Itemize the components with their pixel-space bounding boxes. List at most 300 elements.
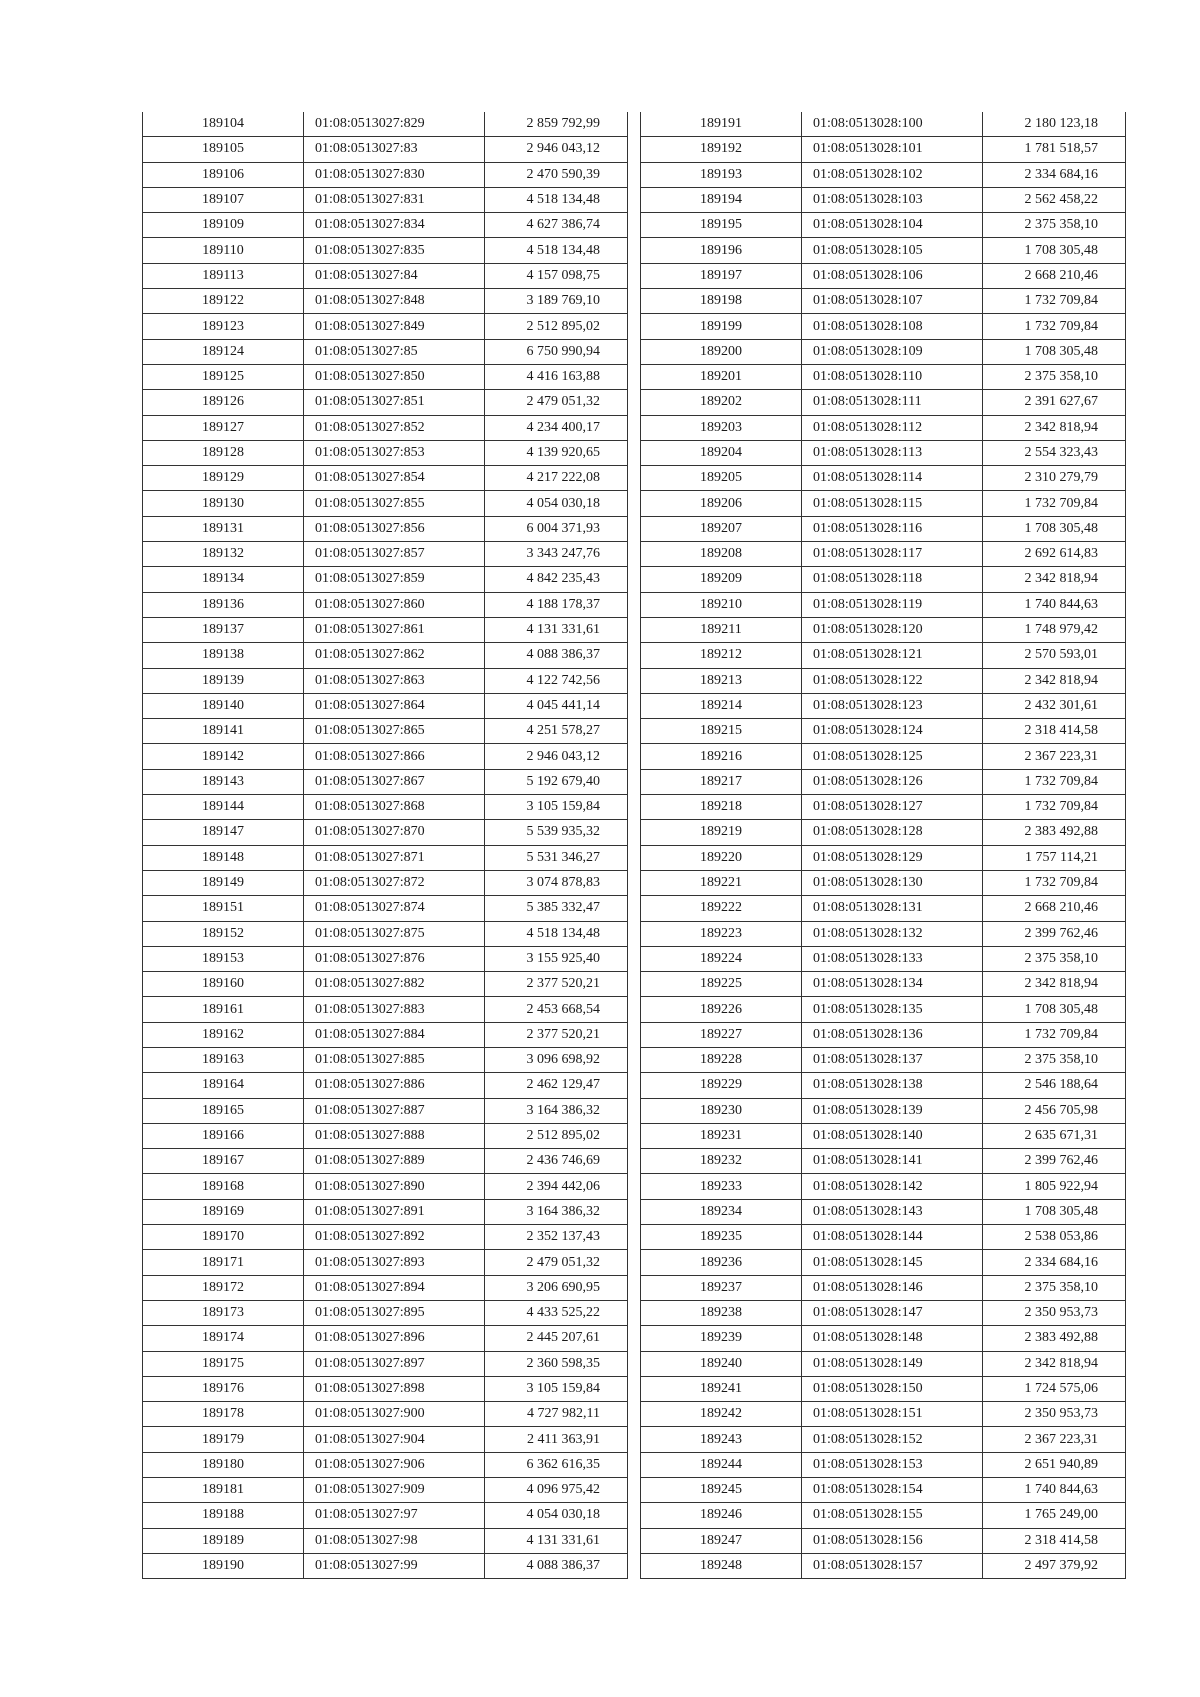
- table-row: [641, 542, 1126, 567]
- object-id-cell: 189199: [641, 314, 802, 339]
- table-row: [641, 592, 1126, 617]
- cadastral-number-cell: 01:08:0513028:129: [802, 845, 983, 870]
- table-row: [143, 289, 628, 314]
- table-row: [143, 617, 628, 642]
- table-row: [143, 693, 628, 718]
- table-row: [641, 1503, 1126, 1528]
- cadastral-number-cell: 01:08:0513028:103: [802, 187, 983, 212]
- object-id-cell: 189139: [143, 668, 304, 693]
- cadastral-number-cell: 01:08:0513027:868: [304, 795, 485, 820]
- cadastral-number-cell: 01:08:0513028:116: [802, 516, 983, 541]
- cadastral-value-cell: 1 708 305,48: [983, 1199, 1126, 1224]
- cadastral-value-cell: 4 416 163,88: [485, 364, 628, 389]
- table-row: [143, 1174, 628, 1199]
- cadastral-number-cell: 01:08:0513027:852: [304, 415, 485, 440]
- cadastral-number-cell: 01:08:0513027:904: [304, 1427, 485, 1452]
- table-row: [641, 1452, 1126, 1477]
- cadastral-number-cell: 01:08:0513027:854: [304, 466, 485, 491]
- cadastral-value-cell: 2 377 520,21: [485, 1022, 628, 1047]
- cadastral-value-cell: 4 054 030,18: [485, 1503, 628, 1528]
- object-id-cell: 189247: [641, 1528, 802, 1553]
- cadastral-value-cell: 1 708 305,48: [983, 238, 1126, 263]
- cadastral-value-cell: 5 385 332,47: [485, 896, 628, 921]
- table-row: [143, 187, 628, 212]
- cadastral-value-cell: 4 188 178,37: [485, 592, 628, 617]
- object-id-cell: 189211: [641, 617, 802, 642]
- cadastral-value-cell: 2 375 358,10: [983, 364, 1126, 389]
- table-row: [641, 744, 1126, 769]
- object-id-cell: 189166: [143, 1123, 304, 1148]
- cadastral-number-cell: 01:08:0513027:867: [304, 769, 485, 794]
- table-row: [143, 238, 628, 263]
- object-id-cell: 189207: [641, 516, 802, 541]
- cadastral-number-cell: 01:08:0513027:898: [304, 1376, 485, 1401]
- table-row: [641, 1174, 1126, 1199]
- cadastral-value-cell: 1 724 575,06: [983, 1376, 1126, 1401]
- cadastral-value-cell: 4 433 525,22: [485, 1300, 628, 1325]
- table-row: [143, 263, 628, 288]
- table-row: [143, 896, 628, 921]
- cadastral-value-cell: 4 627 386,74: [485, 213, 628, 238]
- table-row: [641, 617, 1126, 642]
- object-id-cell: 189219: [641, 820, 802, 845]
- cadastral-number-cell: 01:08:0513027:99: [304, 1553, 485, 1578]
- table-row: [641, 1553, 1126, 1578]
- cadastral-number-cell: 01:08:0513027:860: [304, 592, 485, 617]
- object-id-cell: 189163: [143, 1047, 304, 1072]
- object-id-cell: 189195: [641, 213, 802, 238]
- cadastral-number-cell: 01:08:0513027:830: [304, 162, 485, 187]
- cadastral-number-cell: 01:08:0513028:150: [802, 1376, 983, 1401]
- cadastral-value-cell: 4 727 982,11: [485, 1402, 628, 1427]
- cadastral-value-cell: 3 189 769,10: [485, 289, 628, 314]
- cadastral-value-cell: 1 732 709,84: [983, 795, 1126, 820]
- object-id-cell: 189215: [641, 719, 802, 744]
- cadastral-value-cell: 2 692 614,83: [983, 542, 1126, 567]
- object-id-cell: 189206: [641, 491, 802, 516]
- table-row: [641, 795, 1126, 820]
- object-id-cell: 189189: [143, 1528, 304, 1553]
- table-row: [143, 314, 628, 339]
- cadastral-value-cell: 2 367 223,31: [983, 1427, 1126, 1452]
- table-row: [143, 390, 628, 415]
- cadastral-value-cell: 2 445 207,61: [485, 1326, 628, 1351]
- cadastral-number-cell: 01:08:0513027:885: [304, 1047, 485, 1072]
- cadastral-number-cell: 01:08:0513028:124: [802, 719, 983, 744]
- cadastral-value-cell: 1 708 305,48: [983, 339, 1126, 364]
- cadastral-value-cell: 4 131 331,61: [485, 617, 628, 642]
- cadastral-number-cell: 01:08:0513027:855: [304, 491, 485, 516]
- cadastral-value-cell: 1 732 709,84: [983, 769, 1126, 794]
- object-id-cell: 189239: [641, 1326, 802, 1351]
- table-row: [641, 137, 1126, 162]
- cadastral-number-cell: 01:08:0513028:141: [802, 1149, 983, 1174]
- cadastral-value-cell: 4 518 134,48: [485, 238, 628, 263]
- cadastral-value-cell: 2 453 668,54: [485, 997, 628, 1022]
- cadastral-value-cell: 2 946 043,12: [485, 744, 628, 769]
- cadastral-number-cell: 01:08:0513028:111: [802, 390, 983, 415]
- table-row: [641, 567, 1126, 592]
- cadastral-value-cell: 2 554 323,43: [983, 440, 1126, 465]
- cadastral-value-cell: 1 708 305,48: [983, 516, 1126, 541]
- cadastral-number-cell: 01:08:0513028:127: [802, 795, 983, 820]
- cadastral-number-cell: 01:08:0513027:85: [304, 339, 485, 364]
- object-id-cell: 189175: [143, 1351, 304, 1376]
- cadastral-value-cell: 2 512 895,02: [485, 1123, 628, 1148]
- cadastral-number-cell: 01:08:0513028:143: [802, 1199, 983, 1224]
- object-id-cell: 189107: [143, 187, 304, 212]
- table-row: [143, 1047, 628, 1072]
- object-id-cell: 189197: [641, 263, 802, 288]
- cadastral-value-cell: 2 342 818,94: [983, 668, 1126, 693]
- table-row: [641, 314, 1126, 339]
- table-row: [641, 1225, 1126, 1250]
- table-row: [143, 364, 628, 389]
- cadastral-value-cell: 1 748 979,42: [983, 617, 1126, 642]
- object-id-cell: 189126: [143, 390, 304, 415]
- cadastral-value-cell: 5 539 935,32: [485, 820, 628, 845]
- cadastral-value-cell: 6 004 371,93: [485, 516, 628, 541]
- table-row: [641, 668, 1126, 693]
- cadastral-number-cell: 01:08:0513028:137: [802, 1047, 983, 1072]
- object-id-cell: 189244: [641, 1452, 802, 1477]
- cadastral-value-cell: 4 518 134,48: [485, 921, 628, 946]
- table-row: [143, 1351, 628, 1376]
- cadastral-number-cell: 01:08:0513028:154: [802, 1478, 983, 1503]
- cadastral-value-cell: 3 096 698,92: [485, 1047, 628, 1072]
- cadastral-value-cell: 2 462 129,47: [485, 1073, 628, 1098]
- cadastral-number-cell: 01:08:0513028:105: [802, 238, 983, 263]
- cadastral-number-cell: 01:08:0513028:135: [802, 997, 983, 1022]
- object-id-cell: 189190: [143, 1553, 304, 1578]
- cadastral-number-cell: 01:08:0513027:886: [304, 1073, 485, 1098]
- table-row: [143, 1553, 628, 1578]
- object-id-cell: 189188: [143, 1503, 304, 1528]
- object-id-cell: 189169: [143, 1199, 304, 1224]
- cadastral-value-cell: 2 399 762,46: [983, 921, 1126, 946]
- cadastral-number-cell: 01:08:0513027:864: [304, 693, 485, 718]
- table-row: [143, 415, 628, 440]
- cadastral-value-cell: 2 360 598,35: [485, 1351, 628, 1376]
- table-row: [641, 213, 1126, 238]
- object-id-cell: 189240: [641, 1351, 802, 1376]
- cadastral-number-cell: 01:08:0513027:835: [304, 238, 485, 263]
- object-id-cell: 189241: [641, 1376, 802, 1401]
- table-row: [641, 364, 1126, 389]
- cadastral-number-cell: 01:08:0513027:894: [304, 1275, 485, 1300]
- object-id-cell: 189248: [641, 1553, 802, 1578]
- object-id-cell: 189223: [641, 921, 802, 946]
- object-id-cell: 189212: [641, 643, 802, 668]
- object-id-cell: 189149: [143, 870, 304, 895]
- object-id-cell: 189178: [143, 1402, 304, 1427]
- object-id-cell: 189196: [641, 238, 802, 263]
- table-row: [143, 997, 628, 1022]
- table-row: [143, 1199, 628, 1224]
- table-row: [641, 491, 1126, 516]
- cadastral-value-cell: 2 668 210,46: [983, 263, 1126, 288]
- cadastral-value-cell: 2 383 492,88: [983, 820, 1126, 845]
- cadastral-value-cell: 4 139 920,65: [485, 440, 628, 465]
- cadastral-number-cell: 01:08:0513028:113: [802, 440, 983, 465]
- cadastral-number-cell: 01:08:0513027:850: [304, 364, 485, 389]
- object-id-cell: 189231: [641, 1123, 802, 1148]
- cadastral-value-cell: 1 732 709,84: [983, 1022, 1126, 1047]
- cadastral-number-cell: 01:08:0513028:117: [802, 542, 983, 567]
- object-id-cell: 189213: [641, 668, 802, 693]
- table-row: [641, 1250, 1126, 1275]
- cadastral-value-cell: 2 394 442,06: [485, 1174, 628, 1199]
- cadastral-value-cell: 3 164 386,32: [485, 1098, 628, 1123]
- table-row: [143, 972, 628, 997]
- cadastral-number-cell: 01:08:0513027:874: [304, 896, 485, 921]
- table-row: [641, 263, 1126, 288]
- table-row: [143, 1427, 628, 1452]
- table-row: [641, 820, 1126, 845]
- cadastral-number-cell: 01:08:0513027:857: [304, 542, 485, 567]
- object-id-cell: 189144: [143, 795, 304, 820]
- cadastral-number-cell: 01:08:0513028:148: [802, 1326, 983, 1351]
- cadastral-number-cell: 01:08:0513028:126: [802, 769, 983, 794]
- cadastral-value-cell: 2 651 940,89: [983, 1452, 1126, 1477]
- cadastral-value-cell: 4 131 331,61: [485, 1528, 628, 1553]
- cadastral-value-cell: 2 859 792,99: [485, 112, 628, 137]
- object-id-cell: 189242: [641, 1402, 802, 1427]
- cadastral-value-cell: 6 750 990,94: [485, 339, 628, 364]
- object-id-cell: 189125: [143, 364, 304, 389]
- cadastral-value-cell: 5 531 346,27: [485, 845, 628, 870]
- table-row: [641, 1149, 1126, 1174]
- cadastral-value-cell: 4 234 400,17: [485, 415, 628, 440]
- table-row: [143, 870, 628, 895]
- table-row: [641, 946, 1126, 971]
- cadastral-value-cell: 1 732 709,84: [983, 289, 1126, 314]
- cadastral-value-cell: 2 436 746,69: [485, 1149, 628, 1174]
- table-row: [641, 339, 1126, 364]
- cadastral-value-cell: 3 105 159,84: [485, 1376, 628, 1401]
- cadastral-value-cell: 4 251 578,27: [485, 719, 628, 744]
- object-id-cell: 189138: [143, 643, 304, 668]
- cadastral-value-cell: 2 383 492,88: [983, 1326, 1126, 1351]
- cadastral-value-cell: 2 180 123,18: [983, 112, 1126, 137]
- object-id-cell: 189110: [143, 238, 304, 263]
- cadastral-value-cell: 6 362 616,35: [485, 1452, 628, 1477]
- object-id-cell: 189128: [143, 440, 304, 465]
- cadastral-number-cell: 01:08:0513027:883: [304, 997, 485, 1022]
- cadastral-value-cell: 4 217 222,08: [485, 466, 628, 491]
- table-row: [143, 1402, 628, 1427]
- object-id-cell: 189171: [143, 1250, 304, 1275]
- cadastral-number-cell: 01:08:0513028:108: [802, 314, 983, 339]
- cadastral-number-cell: 01:08:0513028:128: [802, 820, 983, 845]
- object-id-cell: 189198: [641, 289, 802, 314]
- cadastral-number-cell: 01:08:0513028:144: [802, 1225, 983, 1250]
- object-id-cell: 189203: [641, 415, 802, 440]
- cadastral-value-cell: 1 740 844,63: [983, 1478, 1126, 1503]
- object-id-cell: 189210: [641, 592, 802, 617]
- cadastral-value-cell: 2 318 414,58: [983, 1528, 1126, 1553]
- object-id-cell: 189204: [641, 440, 802, 465]
- table-row: [641, 1123, 1126, 1148]
- table-row: [641, 719, 1126, 744]
- cadastral-value-cell: 2 479 051,32: [485, 390, 628, 415]
- cadastral-value-cell: 2 350 953,73: [983, 1300, 1126, 1325]
- table-row: [143, 1022, 628, 1047]
- cadastral-value-cell: 1 732 709,84: [983, 870, 1126, 895]
- table-row: [641, 1351, 1126, 1376]
- table-row: [143, 491, 628, 516]
- cadastral-number-cell: 01:08:0513027:849: [304, 314, 485, 339]
- object-id-cell: 189222: [641, 896, 802, 921]
- cadastral-number-cell: 01:08:0513027:891: [304, 1199, 485, 1224]
- cadastral-number-cell: 01:08:0513028:109: [802, 339, 983, 364]
- cadastral-number-cell: 01:08:0513027:909: [304, 1478, 485, 1503]
- cadastral-number-cell: 01:08:0513028:151: [802, 1402, 983, 1427]
- cadastral-number-cell: 01:08:0513028:142: [802, 1174, 983, 1199]
- object-id-cell: 189151: [143, 896, 304, 921]
- cadastral-number-cell: 01:08:0513027:897: [304, 1351, 485, 1376]
- cadastral-number-cell: 01:08:0513027:83: [304, 137, 485, 162]
- cadastral-number-cell: 01:08:0513027:851: [304, 390, 485, 415]
- cadastral-value-cell: 2 411 363,91: [485, 1427, 628, 1452]
- object-id-cell: 189236: [641, 1250, 802, 1275]
- table-row: [641, 516, 1126, 541]
- cadastral-value-cell: 2 546 188,64: [983, 1073, 1126, 1098]
- table-row: [641, 1199, 1126, 1224]
- object-id-cell: 189214: [641, 693, 802, 718]
- table-row: [641, 769, 1126, 794]
- cadastral-number-cell: 01:08:0513028:121: [802, 643, 983, 668]
- object-id-cell: 189220: [641, 845, 802, 870]
- cadastral-number-cell: 01:08:0513028:112: [802, 415, 983, 440]
- cadastral-number-cell: 01:08:0513027:893: [304, 1250, 485, 1275]
- table-row: [143, 744, 628, 769]
- table-row: [641, 1300, 1126, 1325]
- cadastral-value-cell: 4 088 386,37: [485, 1553, 628, 1578]
- cadastral-number-cell: 01:08:0513028:149: [802, 1351, 983, 1376]
- object-id-cell: 189123: [143, 314, 304, 339]
- cadastral-value-cell: 2 375 358,10: [983, 1275, 1126, 1300]
- table-row: [641, 1098, 1126, 1123]
- object-id-cell: 189105: [143, 137, 304, 162]
- cadastral-number-cell: 01:08:0513027:863: [304, 668, 485, 693]
- object-id-cell: 189193: [641, 162, 802, 187]
- object-id-cell: 189174: [143, 1326, 304, 1351]
- table-row: [641, 289, 1126, 314]
- cadastral-number-cell: 01:08:0513028:122: [802, 668, 983, 693]
- cadastral-value-cell: 1 805 922,94: [983, 1174, 1126, 1199]
- cadastral-value-cell: 1 781 518,57: [983, 137, 1126, 162]
- table-row: [143, 1250, 628, 1275]
- cadastral-value-cell: 2 391 627,67: [983, 390, 1126, 415]
- object-id-cell: 189243: [641, 1427, 802, 1452]
- cadastral-value-cell: 2 375 358,10: [983, 946, 1126, 971]
- cadastral-number-cell: 01:08:0513027:895: [304, 1300, 485, 1325]
- table-row: [641, 870, 1126, 895]
- cadastral-value-cell: 2 342 818,94: [983, 567, 1126, 592]
- table-row: [143, 339, 628, 364]
- object-id-cell: 189173: [143, 1300, 304, 1325]
- cadastral-value-cell: 2 538 053,86: [983, 1225, 1126, 1250]
- table-row: [143, 668, 628, 693]
- table-row: [641, 693, 1126, 718]
- object-id-cell: 189127: [143, 415, 304, 440]
- table-row: [143, 769, 628, 794]
- object-id-cell: 189228: [641, 1047, 802, 1072]
- cadastral-number-cell: 01:08:0513028:100: [802, 112, 983, 137]
- table-row: [143, 516, 628, 541]
- cadastral-number-cell: 01:08:0513027:906: [304, 1452, 485, 1477]
- table-row: [143, 1098, 628, 1123]
- cadastral-value-cell: 2 635 671,31: [983, 1123, 1126, 1148]
- cadastral-number-cell: 01:08:0513028:157: [802, 1553, 983, 1578]
- cadastral-value-cell: 4 157 098,75: [485, 263, 628, 288]
- cadastral-number-cell: 01:08:0513027:98: [304, 1528, 485, 1553]
- cadastral-number-cell: 01:08:0513028:134: [802, 972, 983, 997]
- object-id-cell: 189234: [641, 1199, 802, 1224]
- object-id-cell: 189172: [143, 1275, 304, 1300]
- table-row: [641, 466, 1126, 491]
- cadastral-number-cell: 01:08:0513028:139: [802, 1098, 983, 1123]
- cadastral-value-cell: 2 350 953,73: [983, 1402, 1126, 1427]
- cadastral-value-cell: 3 105 159,84: [485, 795, 628, 820]
- cadastral-number-cell: 01:08:0513028:104: [802, 213, 983, 238]
- object-id-cell: 189162: [143, 1022, 304, 1047]
- cadastral-number-cell: 01:08:0513028:123: [802, 693, 983, 718]
- cadastral-value-cell: 3 155 925,40: [485, 946, 628, 971]
- object-id-cell: 189143: [143, 769, 304, 794]
- cadastral-value-cell: 2 377 520,21: [485, 972, 628, 997]
- cadastral-number-cell: 01:08:0513027:870: [304, 820, 485, 845]
- cadastral-number-cell: 01:08:0513028:138: [802, 1073, 983, 1098]
- cadastral-number-cell: 01:08:0513027:829: [304, 112, 485, 137]
- cadastral-value-cell: 4 518 134,48: [485, 187, 628, 212]
- cadastral-number-cell: 01:08:0513027:866: [304, 744, 485, 769]
- cadastral-number-cell: 01:08:0513028:146: [802, 1275, 983, 1300]
- cadastral-number-cell: 01:08:0513028:101: [802, 137, 983, 162]
- object-id-cell: 189152: [143, 921, 304, 946]
- cadastral-number-cell: 01:08:0513028:140: [802, 1123, 983, 1148]
- cadastral-value-cell: 1 732 709,84: [983, 491, 1126, 516]
- object-id-cell: 189217: [641, 769, 802, 794]
- object-id-cell: 189148: [143, 845, 304, 870]
- table-row: [143, 719, 628, 744]
- cadastral-number-cell: 01:08:0513027:865: [304, 719, 485, 744]
- table-row: [641, 997, 1126, 1022]
- object-id-cell: 189200: [641, 339, 802, 364]
- table-row: [143, 921, 628, 946]
- object-id-cell: 189147: [143, 820, 304, 845]
- table-row: [143, 1300, 628, 1325]
- table-row: [143, 567, 628, 592]
- cadastral-number-cell: 01:08:0513027:872: [304, 870, 485, 895]
- cadastral-number-cell: 01:08:0513027:887: [304, 1098, 485, 1123]
- table-row: [143, 845, 628, 870]
- object-id-cell: 189130: [143, 491, 304, 516]
- table-row: [143, 795, 628, 820]
- cadastral-value-cell: 3 206 690,95: [485, 1275, 628, 1300]
- object-id-cell: 189140: [143, 693, 304, 718]
- object-id-cell: 189216: [641, 744, 802, 769]
- cadastral-value-cell: 2 497 379,92: [983, 1553, 1126, 1578]
- object-id-cell: 189225: [641, 972, 802, 997]
- cadastral-number-cell: 01:08:0513028:152: [802, 1427, 983, 1452]
- object-id-cell: 189153: [143, 946, 304, 971]
- object-id-cell: 189235: [641, 1225, 802, 1250]
- table-row: [143, 946, 628, 971]
- table-row: [143, 1225, 628, 1250]
- cadastral-number-cell: 01:08:0513028:125: [802, 744, 983, 769]
